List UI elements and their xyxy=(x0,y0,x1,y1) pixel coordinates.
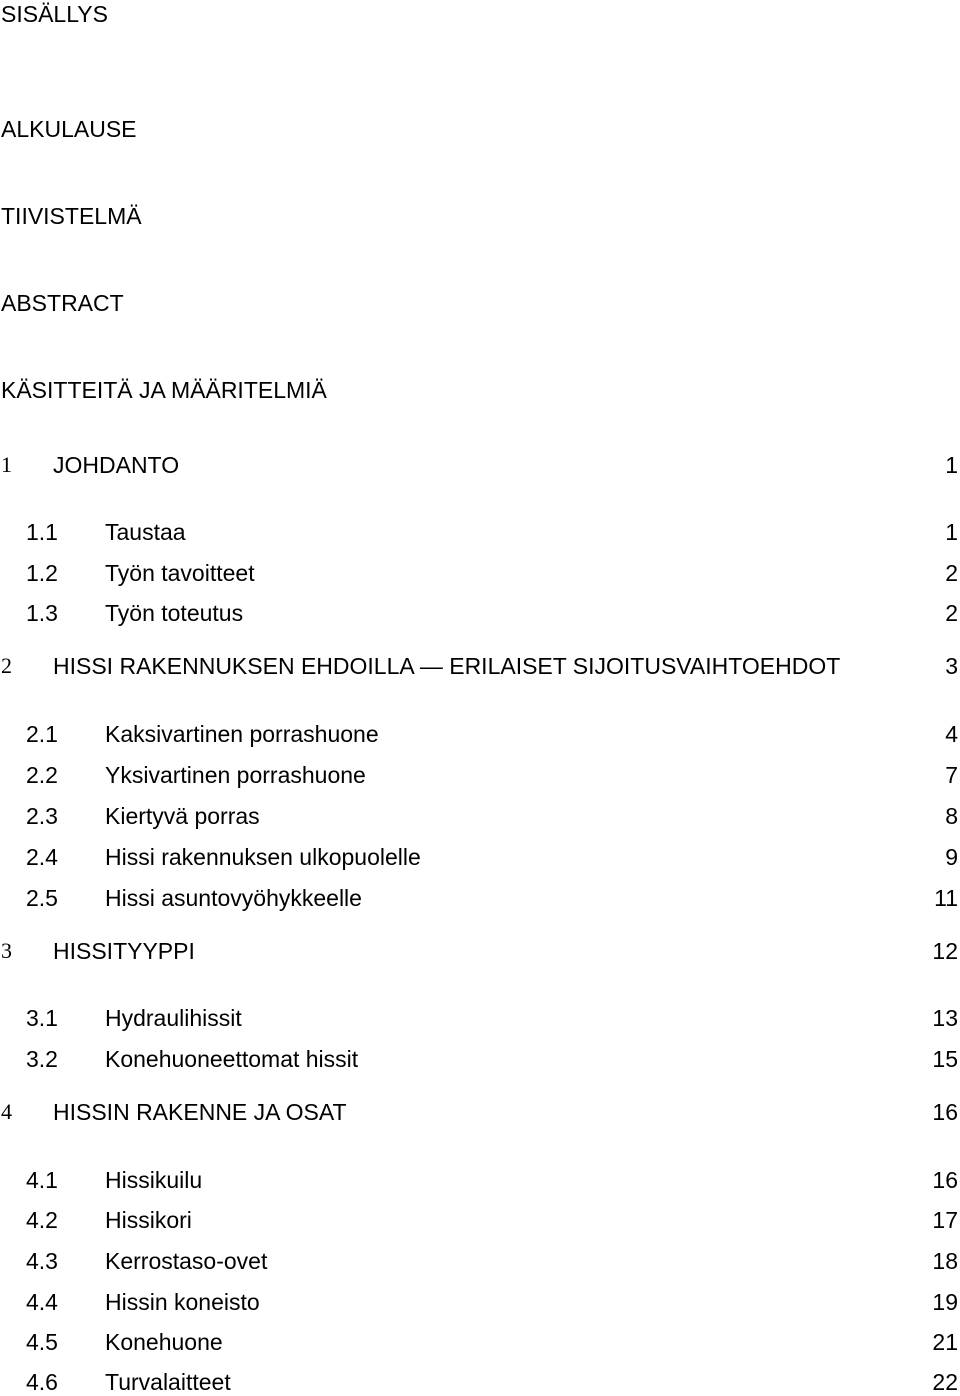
toc-number: 2.2 xyxy=(26,762,58,788)
toc-page: 19 xyxy=(932,1289,958,1315)
toc-number: 2.5 xyxy=(26,885,58,911)
toc-number: 2.3 xyxy=(26,803,58,829)
toc-title: HISSITYYPPI xyxy=(53,938,195,964)
toc-title: Hissikuilu xyxy=(105,1167,203,1193)
toc-page: 8 xyxy=(945,803,958,829)
toc-page: 7 xyxy=(945,762,958,788)
toc-page: 1 xyxy=(945,452,958,478)
toc-title: Hissi rakennuksen ulkopuolelle xyxy=(105,844,421,870)
toc-page: 2 xyxy=(945,560,958,586)
toc-number: 1.3 xyxy=(26,600,58,626)
toc-number: 2 xyxy=(1,653,12,678)
toc-page: 2 xyxy=(945,600,958,626)
toc-number: 1 xyxy=(1,452,12,477)
toc-title: Kaksivartinen porrashuone xyxy=(105,721,379,747)
toc-page: 13 xyxy=(932,1005,958,1031)
toc-page: 9 xyxy=(945,844,958,870)
toc-front-label: TIIVISTELMÄ xyxy=(1,203,142,229)
toc-number: 3.2 xyxy=(26,1046,58,1072)
toc-title: Hissin koneisto xyxy=(105,1289,260,1315)
toc-page: 16 xyxy=(932,1167,958,1193)
toc-page: 16 xyxy=(932,1099,958,1125)
toc-page: 22 xyxy=(932,1369,958,1395)
toc-title: Työn toteutus xyxy=(105,600,244,626)
toc-title: Kiertyvä porras xyxy=(105,803,260,829)
toc-number: 3.1 xyxy=(26,1005,58,1031)
toc-number: 2.1 xyxy=(26,721,58,747)
toc-front-label: KÄSITTEITÄ JA MÄÄRITELMIÄ xyxy=(1,377,327,403)
toc-page: 15 xyxy=(932,1046,958,1072)
toc-title: HISSI RAKENNUKSEN EHDOILLA — ERILAISET SIJOITUSVAIHTOEHDOT xyxy=(53,653,841,679)
toc-title: Kerrostaso-ovet xyxy=(105,1248,268,1274)
toc-title: Hydraulihissit xyxy=(105,1005,242,1031)
toc-title: JOHDANTO xyxy=(53,452,180,478)
toc-number: 3 xyxy=(1,938,12,963)
toc-page: 4 xyxy=(945,721,958,747)
toc-title: Turvalaitteet xyxy=(105,1369,231,1395)
toc-title: Hissi asuntovyöhykkeelle xyxy=(105,885,362,911)
toc-number: 4.3 xyxy=(26,1248,58,1274)
toc-number: 4.6 xyxy=(26,1369,58,1395)
toc-page: 18 xyxy=(932,1248,958,1274)
toc-front-label: ABSTRACT xyxy=(1,290,124,316)
toc-page: 11 xyxy=(934,885,958,911)
toc-number: 4.5 xyxy=(26,1329,58,1355)
toc-title: HISSIN RAKENNE JA OSAT xyxy=(53,1099,347,1125)
toc-title: Hissikori xyxy=(105,1207,192,1233)
toc-front-label: ALKULAUSE xyxy=(1,116,137,142)
toc-title: Taustaa xyxy=(105,519,186,545)
toc-page: 1 xyxy=(945,519,958,545)
toc-title: Konehuoneettomat hissit xyxy=(105,1046,359,1072)
toc-title: Työn tavoitteet xyxy=(105,560,255,586)
page-title: SISÄLLYS xyxy=(1,1,108,27)
toc-number: 4 xyxy=(1,1099,12,1124)
toc-title: Yksivartinen porrashuone xyxy=(105,762,366,788)
toc-page: 3 xyxy=(945,653,958,679)
toc-number: 2.4 xyxy=(26,844,58,870)
toc-number: 1.1 xyxy=(26,519,58,545)
toc-page: 21 xyxy=(932,1329,958,1355)
toc-number: 4.2 xyxy=(26,1207,58,1233)
toc-page: 12 xyxy=(932,938,958,964)
toc-page: 17 xyxy=(932,1207,958,1233)
toc-number: 4.4 xyxy=(26,1289,58,1315)
toc-number: 4.1 xyxy=(26,1167,58,1193)
toc-number: 1.2 xyxy=(26,560,58,586)
toc-title: Konehuone xyxy=(105,1329,223,1355)
